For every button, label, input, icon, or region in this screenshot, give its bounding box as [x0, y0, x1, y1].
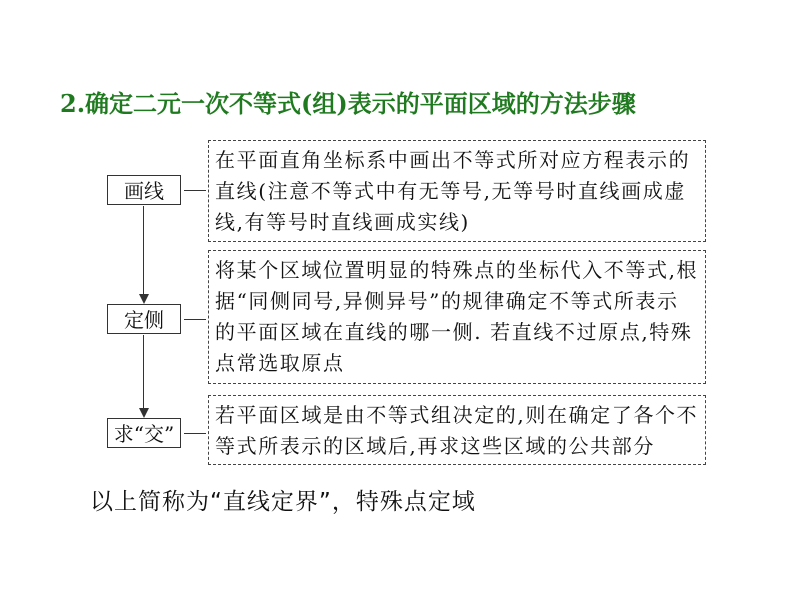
step-box-draw-line: 画线: [107, 175, 181, 205]
arrow-down-icon: [139, 294, 149, 304]
summary-text: 以上简称为“直线定界”，特殊点定域: [90, 489, 476, 515]
connector-3: [184, 433, 206, 434]
step-description-find-intersection: 若平面区域是由不等式组决定的,则在确定了各个不等式所表示的区域后,再求这些区域的公共部分: [208, 395, 706, 465]
step-description-determine-side: 将某个区域位置明显的特殊点的坐标代入不等式,根据“同侧同号,异侧异号”的规律确定不等式所表示的平面区域在直线的哪一侧. 若直线不过原点,特殊点常选取原点: [208, 250, 706, 384]
connector-2: [184, 319, 206, 320]
arrow-down-icon: [139, 408, 149, 418]
step-box-find-intersection: 求“交”: [107, 418, 181, 448]
flow-line-2: [143, 335, 144, 409]
step-description-draw-line: 在平面直角坐标系中画出不等式所对应方程表示的直线(注意不等式中有无等号,无等号时直线画成虚线,有等号时直线画成实线): [208, 140, 706, 242]
flow-line-1: [143, 206, 144, 294]
page-title: 2.确定二元一次不等式(组)表示的平面区域的方法步骤: [60, 89, 636, 118]
connector-1: [184, 190, 206, 191]
step-box-determine-side: 定侧: [107, 304, 181, 334]
